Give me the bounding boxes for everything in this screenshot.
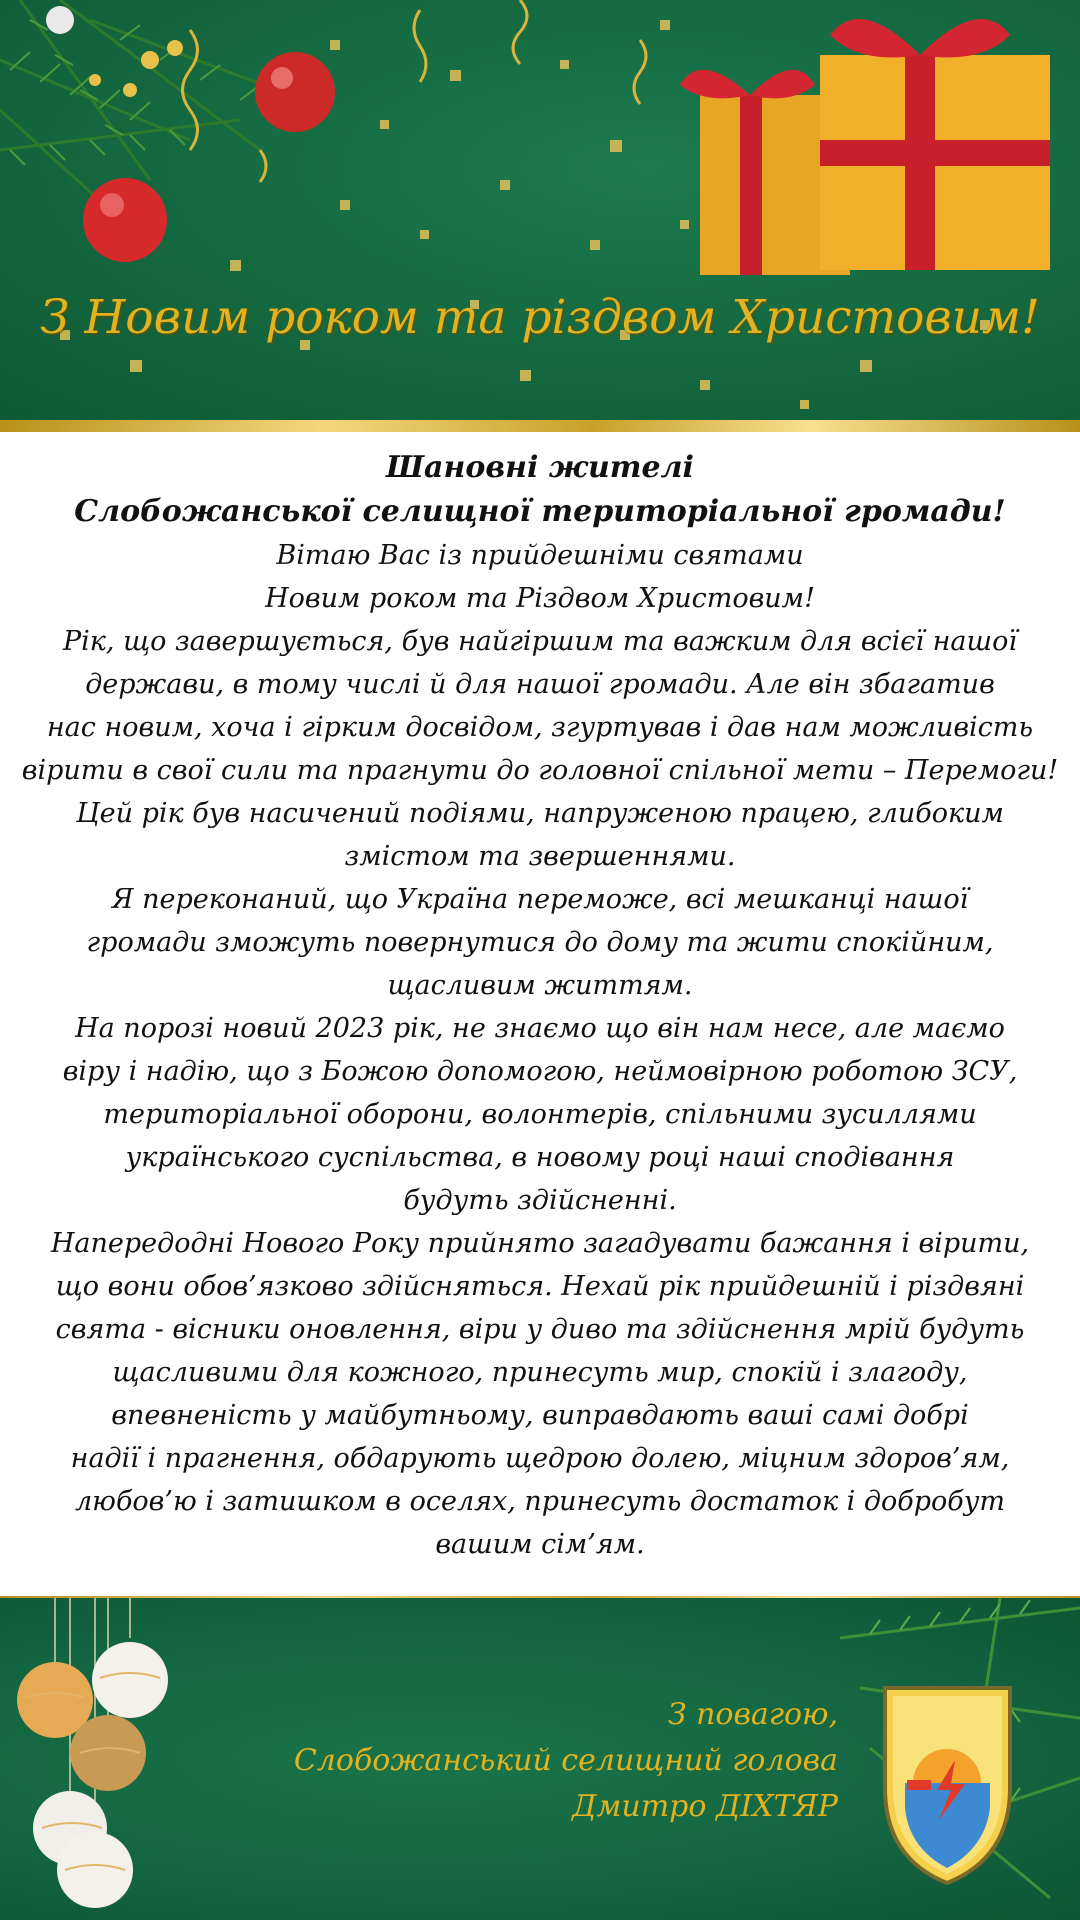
text-line: Вітаю Вас із прийдешніми святами — [276, 540, 804, 571]
text-line: надії і прагнення, обдарують щедрою долею, міцним здоров’ям, — [70, 1443, 1010, 1474]
signature-line: З повагою, — [667, 1697, 838, 1732]
paragraph — [20, 1222, 1060, 1566]
text-line: змістом та звершеннями. — [344, 841, 736, 872]
header-banner — [0, 0, 1080, 420]
text-line: Рік, що завершується, був найгіршим та важким для всієї нашої — [63, 626, 1017, 657]
text-line: любов’ю і затишком в оселях, принесуть достаток і добробут — [74, 1486, 1005, 1517]
text-line: вашим сім’ям. — [435, 1529, 645, 1560]
signature-line: Слобожанський селищний голова — [293, 1743, 838, 1778]
signature-block — [294, 1692, 838, 1830]
text-line: свята - вісники оновлення, віри у диво та здійснення мрій будуть — [55, 1314, 1025, 1345]
community-emblem-icon — [885, 1688, 1010, 1883]
signature-name: Дмитро ДІХТЯР — [572, 1789, 838, 1824]
text-line: віру і надію, що з Божою допомогою, неймовірною роботою ЗСУ, — [62, 1056, 1018, 1087]
text-line: На порозі новий 2023 рік, не знаємо що він нам несе, але маємо — [75, 1013, 1005, 1044]
text-line: щасливим життям. — [387, 970, 693, 1001]
text-line: нас новим, хоча і гірким досвідом, згуртував і дав нам можливість — [46, 712, 1034, 743]
text-line: територіальної оборони, волонтерів, спільними зусиллями — [103, 1099, 977, 1130]
text-line: впевненість у майбутньому, виправдають ваші самі добрі — [111, 1400, 969, 1431]
text-line: Цей рік був насичений подіями, напруженою працею, глибоким — [76, 798, 1004, 829]
text-line: Новим роком та Різдвом Христовим! — [265, 583, 815, 614]
address-block — [20, 446, 1060, 534]
text-line: будуть здійсненні. — [403, 1185, 677, 1216]
paragraph — [20, 534, 1060, 620]
letter-body — [20, 446, 1060, 1566]
text-line: держави, в тому числі й для нашої громади. Але він збагатив — [85, 669, 995, 700]
text-line: Я переконаний, що Україна переможе, всі мешканці нашої — [111, 884, 969, 915]
text-line: що вони обов’язково здійсняться. Нехай рік прийдешній і різдвяні — [55, 1271, 1025, 1302]
gift-box-icon — [680, 19, 1050, 275]
paragraph — [20, 620, 1060, 792]
paragraph — [20, 878, 1060, 1007]
ornament-ball-icon — [83, 178, 167, 262]
header-decoration — [0, 0, 1080, 420]
header-title: З Новим роком та різдвом Христовим! — [40, 290, 1040, 345]
header-gold-divider — [0, 420, 1080, 432]
text-line: Напередодні Нового Року прийнято загадувати бажання і вірити, — [50, 1228, 1030, 1259]
paragraph — [20, 792, 1060, 878]
text-line: українського суспільства, в новому році наші сподівання — [125, 1142, 955, 1173]
address-line: Слобожанської селищної територіальної громади! — [74, 494, 1006, 529]
text-line: громади зможуть повернутися до дому та жити спокійним, — [86, 927, 994, 958]
paragraph — [20, 1007, 1060, 1222]
christmas-ball-icon — [17, 1642, 168, 1908]
address-line: Шановні жителі — [386, 450, 694, 485]
text-line: вірити в свої сили та прагнути до головної спільної мети – Перемоги! — [21, 755, 1059, 786]
text-line: щасливими для кожного, принесуть мир, спокій і злагоду, — [112, 1357, 968, 1388]
